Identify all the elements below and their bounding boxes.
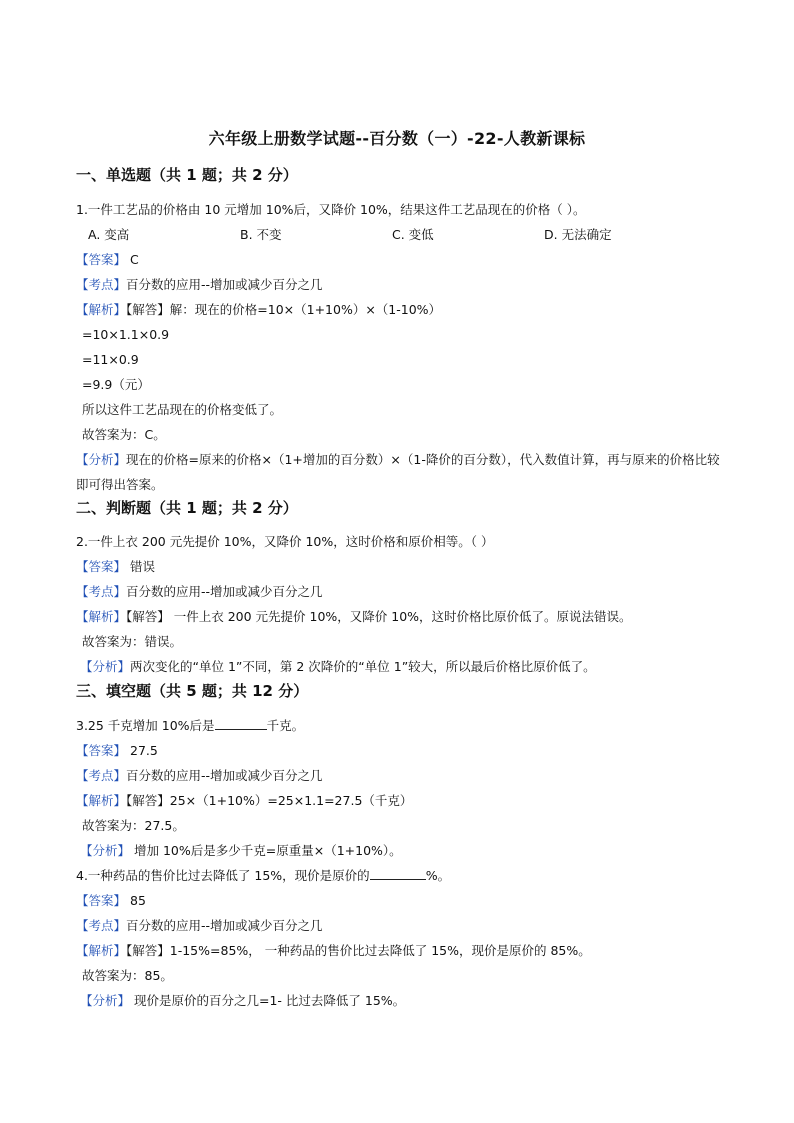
question-1-explain-line-6: 故答案为：C。 xyxy=(82,427,166,442)
question-3-answer-row xyxy=(76,742,158,760)
question-1-option-a: A. 变高 xyxy=(88,227,130,242)
section-heading-fill-blank: 三、填空题（共 5 题；共 12 分） xyxy=(76,682,309,700)
question-1-point: 百分数的应用--增加或减少百分之几 xyxy=(126,277,323,292)
analysis-tag: 【分析】 xyxy=(80,843,131,858)
question-3-blank xyxy=(215,717,267,730)
answer-tag: 【答案】 xyxy=(76,743,127,758)
question-3-text-after: 千克。 xyxy=(266,718,305,733)
analysis-tag: 【分析】 xyxy=(80,993,131,1008)
question-2-analysis-row xyxy=(80,658,596,676)
point-tag: 【考点】 xyxy=(76,768,127,783)
question-2-conclusion: 故答案为：错误。 xyxy=(82,634,183,649)
question-1-option-b: B. 不变 xyxy=(240,227,282,242)
page-title: 六年级上册数学试题--百分数（一）-22-人教新课标 xyxy=(208,129,586,148)
question-4-analysis: 现价是原价的百分之几=1- 比过去降低了 15%。 xyxy=(130,993,406,1008)
question-4-explain-row xyxy=(76,942,591,960)
question-3-point-row xyxy=(76,767,323,785)
question-4-text-before: 4.一种药品的售价比过去降低了 15%，现价是原价的 xyxy=(76,868,370,883)
question-1-analysis: 现在的价格=原来的价格×（1+增加的百分数）×（1-降价的百分数），代入数值计算，再与原来的价格比较即可得出答案。 xyxy=(76,452,720,492)
question-2-answer-row xyxy=(76,558,155,576)
question-1-option-c: C. 变低 xyxy=(392,227,434,242)
question-1-explain-line-1: 【解答】解：现在的价格=10×（1+10%）×（1-10%） xyxy=(126,302,442,317)
question-3-analysis-row xyxy=(80,842,402,860)
answer-tag: 【答案】 xyxy=(76,559,127,574)
question-2-text: 2.一件上衣 200 元先提价 10%，又降价 10%，这时价格和原价相等。（ ） xyxy=(76,534,494,549)
question-1-explain-line-3: =11×0.9 xyxy=(82,352,139,367)
question-3-explain-row xyxy=(76,792,412,810)
question-2-analysis: 两次变化的“单位 1”不同，第 2 次降价的“单位 1”较大，所以最后价格比原价低了。 xyxy=(130,659,596,674)
question-4-analysis-row xyxy=(80,992,405,1010)
question-1-option-d: D. 无法确定 xyxy=(544,227,612,242)
question-1-answer-row xyxy=(76,251,139,269)
question-1-text: 1.一件工艺品的价格由 10 元增加 10%后，又降价 10%，结果这件工艺品现在的价格（ ）。 xyxy=(76,202,586,217)
question-4-point: 百分数的应用--增加或减少百分之几 xyxy=(126,918,323,933)
question-4-answer: 85 xyxy=(126,893,146,908)
question-1-analysis-row xyxy=(76,447,726,497)
question-3-explain: 【解答】25×（1+10%）=25×1.1=27.5（千克） xyxy=(126,793,413,808)
question-1-explain-row xyxy=(76,301,441,319)
question-1-explain-line-2: =10×1.1×0.9 xyxy=(82,327,170,342)
point-tag: 【考点】 xyxy=(76,584,127,599)
question-3-analysis: 增加 10%后是多少千克=原重量×（1+10%）。 xyxy=(130,843,402,858)
question-3-point: 百分数的应用--增加或减少百分之几 xyxy=(126,768,323,783)
question-4-blank xyxy=(370,867,426,880)
answer-tag: 【答案】 xyxy=(76,252,127,267)
question-4-text xyxy=(76,867,450,885)
analysis-tag: 【分析】 xyxy=(76,452,127,467)
point-tag: 【考点】 xyxy=(76,277,127,292)
question-4-conclusion: 故答案为：85。 xyxy=(82,968,173,983)
explain-tag: 【解析】 xyxy=(76,302,127,317)
question-1-point-row xyxy=(76,276,323,294)
question-4-point-row xyxy=(76,917,323,935)
answer-tag: 【答案】 xyxy=(76,893,127,908)
question-3-text xyxy=(76,717,304,735)
question-2-point: 百分数的应用--增加或减少百分之几 xyxy=(126,584,323,599)
question-1-explain-line-4: =9.9（元） xyxy=(82,377,150,392)
question-4-answer-row xyxy=(76,892,146,910)
explain-tag: 【解析】 xyxy=(76,609,127,624)
question-3-text-before: 3.25 千克增加 10%后是 xyxy=(76,718,215,733)
question-1-answer: C xyxy=(126,252,139,267)
point-tag: 【考点】 xyxy=(76,918,127,933)
question-2-explain-row xyxy=(76,608,632,626)
question-3-conclusion: 故答案为：27.5。 xyxy=(82,818,185,833)
question-2-explain: 【解答】 一件上衣 200 元先提价 10%，又降价 10%，这时价格比原价低了。原说法错误。 xyxy=(126,609,632,624)
question-2-point-row xyxy=(76,583,323,601)
question-2-answer: 错误 xyxy=(126,559,155,574)
analysis-tag: 【分析】 xyxy=(80,659,131,674)
section-heading-true-false: 二、判断题（共 1 题；共 2 分） xyxy=(76,499,298,517)
question-3-answer: 27.5 xyxy=(126,743,158,758)
explain-tag: 【解析】 xyxy=(76,793,127,808)
question-1-explain-line-5: 所以这件工艺品现在的价格变低了。 xyxy=(82,402,283,417)
question-4-explain: 【解答】1-15%=85%， 一种药品的售价比过去降低了 15%，现价是原价的 85%。 xyxy=(126,943,591,958)
explain-tag: 【解析】 xyxy=(76,943,127,958)
question-4-text-after: %。 xyxy=(425,868,451,883)
section-heading-single-choice: 一、单选题（共 1 题；共 2 分） xyxy=(76,166,298,184)
